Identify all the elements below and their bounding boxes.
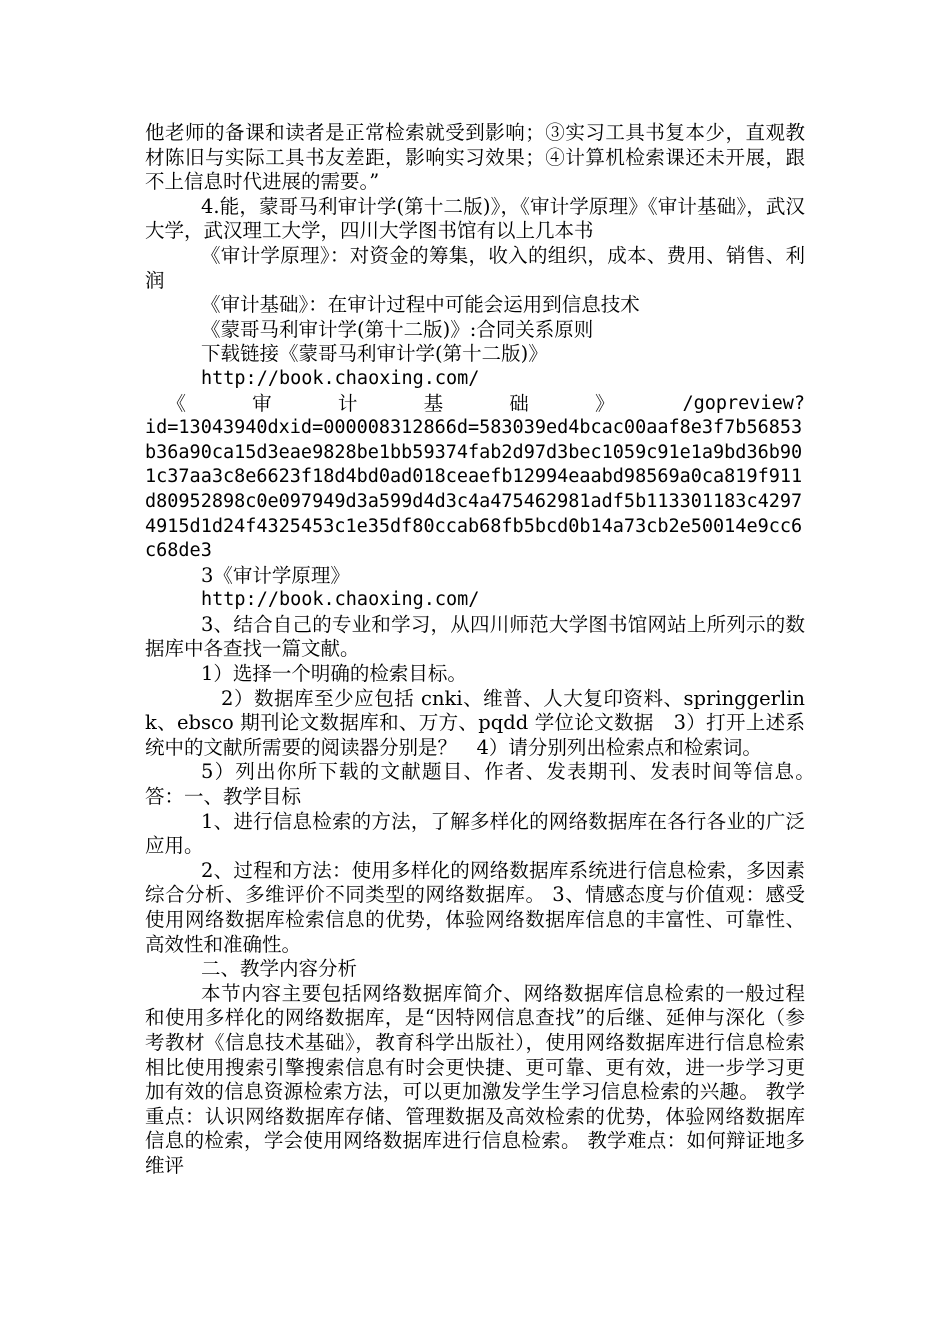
paragraph-11: 3、结合自己的专业和学习，从四川师范大学图书馆网站上所列示的数据库中各查找一篇文献。 [145,612,805,661]
audit-basics-title: 《 审 计 基 础 》 [166,391,645,415]
paragraph-1: 他老师的备课和读者是正常检索就受到影响；③实习工具书复本少，直观教材陈旧与实际工具书友差距，影响实习效果；④计算机检索课还未开展，跟不上信息时代进展的需要。” [145,121,805,194]
document-page [145,121,825,1179]
paragraph-3: 《审计学原理》：对资金的筹集，收入的组织，成本、费用、销售、利润 [145,243,805,292]
paragraph-12: 1）选择一个明确的检索目标。 [201,662,467,686]
paragraph-18: 本节内容主要包括网络数据库简介、网络数据库信息检索的一般过程和使用多样化的网络数据库，是“因特网信息查找”的后继、延伸与深化（参考教材《信息技术基础》，教育科学出版社），使用网络数据库进行信息检索相比使用搜索引擎搜索信息有时会更快捷、更可靠、更有效，进一步学习更加有效的信息资源检索方法，可以更加激发学生学习信息检索的兴趣。 教学重点：认识网络数据库存储、管理数据及高效检索的优势，体验网络数据库信息的检索，学会使用网络数据库进行信息检索。 教学难点：如何辩证地多维评 [145,981,805,1177]
paragraph-5: 《蒙哥马利审计学(第十二版)》:合同关系原则 [201,317,594,341]
paragraph-15: 1、进行信息检索的方法，了解多样化的网络数据库在各行各业的广泛应用。 [145,809,805,858]
paragraph-16: 2、过程和方法：使用多样化的网络数据库系统进行信息检索，多因素综合分析、多维评价不同类型的网络数据库。 3、情感态度与价值观：感受使用网络数据库检索信息的优势，体验网络数据库信息的丰富性、可靠性、高效性和准确性。 [145,858,805,956]
link-chaoxing-2[interactable]: http://book.chaoxing.com/ [201,589,480,611]
paragraph-13: 2）数据库至少应包括 cnki、维普、人大复印资料、springgerlink、ebsco 期刊论文数据库和、万方、pqdd 学位论文数据 3）打开上述系统中的文献所需要的阅读器分别是？ 4）请分别列出检索点和检索词。 [145,686,805,759]
link-chaoxing-1[interactable]: http://book.chaoxing.com/ [201,367,480,389]
section-heading-content-analysis: 二、教学内容分析 [201,957,358,981]
paragraph-9: 3《审计学原理》 [201,563,350,587]
link-audit-basics-id[interactable]: id=13043940dxid=000008312866d=583039ed4bcac00aaf8e3f7b56853b36a90ca15d3eae9828be1bb59374fab2d97d3bec1059c91e1a9bd36b901c37aa3c8e6623f18d4bd0ad018ceaefb12994eaabd98569a0ca819f911d80952898c0e097949d3a599d4d3c4a475462981adf5b113301183c42974915d1d24f4325453c1e35df80ccab68fb5bcd0b14a73cb2e50014e9cc6c68de3 [145,417,803,562]
paragraph-2: 4.能，蒙哥马利审计学(第十二版)》，《审计学原理》《审计基础》，武汉大学，武汉理工大学，四川大学图书馆有以上几本书 [145,194,805,243]
paragraph-6: 下载链接《蒙哥马利审计学(第十二版)》 [201,342,548,366]
link-audit-basics-title-line [145,392,805,417]
audit-basics-path: /gopreview? [682,392,805,414]
paragraph-4: 《审计基础》：在审计过程中可能会运用到信息技术 [201,293,640,317]
paragraph-14: 5）列出你所下载的文献题目、作者、发表期刊、发表时间等信息。 答：一、教学目标 [145,760,825,809]
